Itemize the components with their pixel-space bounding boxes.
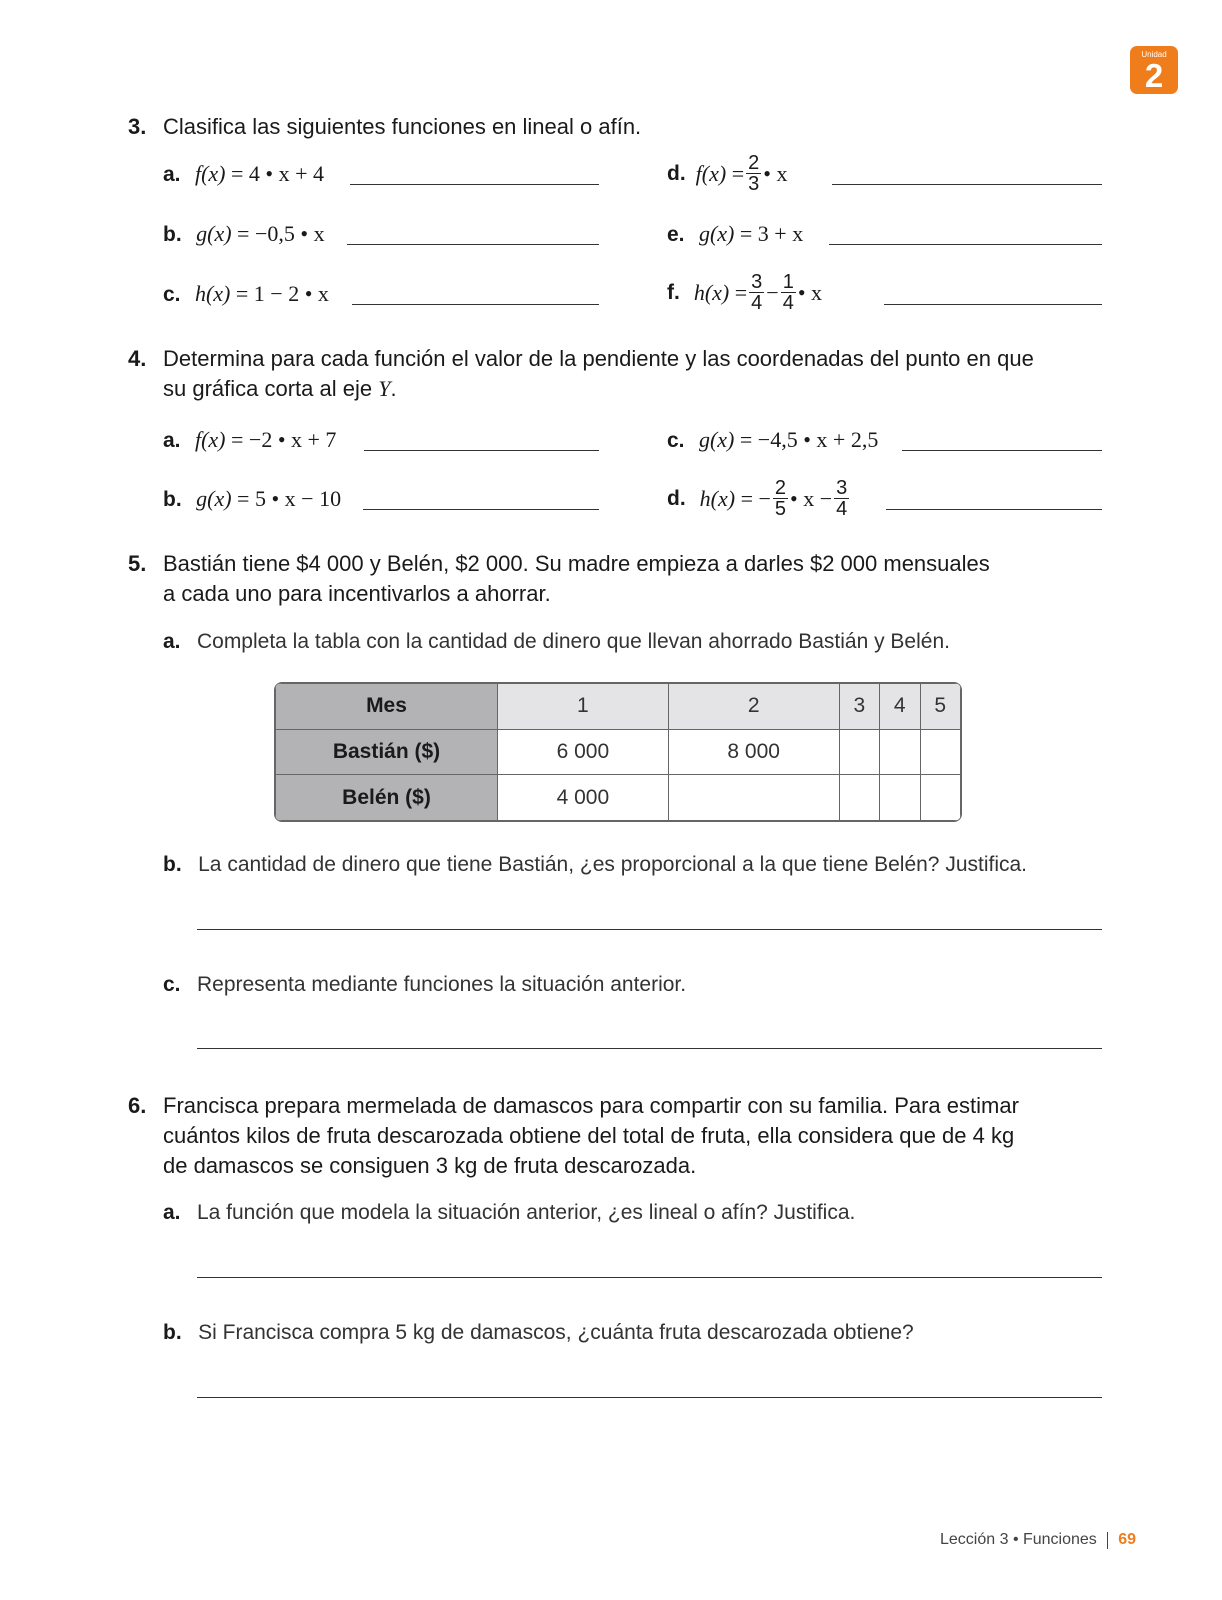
q6-number: 6. xyxy=(128,1093,147,1118)
table-row-label: Bastián ($) xyxy=(276,729,498,775)
unit-number: 2 xyxy=(1144,57,1164,94)
q5-c-text: Representa mediante funciones la situación anterior. xyxy=(196,973,687,996)
page-number: 69 xyxy=(1118,1531,1136,1548)
q3-f-den2: 4 xyxy=(782,292,794,314)
table-row xyxy=(276,729,961,775)
q3-b-lhs: g(x) xyxy=(196,221,232,246)
q3-d-answer-line[interactable] xyxy=(832,184,1102,185)
q6-text xyxy=(163,1091,1019,1181)
table-cell-input[interactable] xyxy=(839,729,879,775)
q3-item-d xyxy=(667,153,787,194)
q3-a-lhs: f(x) xyxy=(194,161,226,186)
q4-c-rhs: = −4,5 • x + 2,5 xyxy=(739,427,879,452)
unit-badge xyxy=(1130,46,1178,94)
q6-b-letter: b. xyxy=(163,1321,182,1344)
q4-text-line2: su gráfica corta al eje xyxy=(163,376,373,401)
q4-item-c xyxy=(667,427,878,453)
q3-c-answer-line[interactable] xyxy=(352,304,599,305)
q5-c xyxy=(163,973,686,997)
q4-a-rhs: = −2 • x + 7 xyxy=(231,427,337,452)
q4-item-d xyxy=(667,478,851,519)
q5-c-letter: c. xyxy=(163,973,181,996)
q3-d-fraction xyxy=(746,153,761,194)
q5-a-text: Completa la tabla con la cantidad de dinero que llevan ahorrado Bastián y Belén. xyxy=(196,630,950,653)
q4-d-num2: 3 xyxy=(836,477,848,499)
q3-number: 3. xyxy=(128,114,147,139)
q6-text-line1: Francisca prepara mermelada de damascos para compartir con su familia. Para estimar xyxy=(163,1093,1019,1118)
q3-d-lhs: f(x) xyxy=(695,160,727,186)
q3-d-eq: = xyxy=(731,160,745,186)
q4-d-den2: 4 xyxy=(836,498,848,520)
q3-f-tail: • x xyxy=(797,279,823,305)
q4-d-fraction-1 xyxy=(773,478,788,519)
table-cell-input[interactable] xyxy=(839,775,879,821)
q4-item-a xyxy=(163,427,336,453)
q3-d-den: 3 xyxy=(748,173,760,195)
q6-b-answer-line[interactable] xyxy=(197,1397,1102,1398)
q3-e-rhs: = 3 + x xyxy=(739,221,804,246)
q3-b-rhs: = −0,5 • x xyxy=(237,221,325,246)
q3-text: Clasifica las siguientes funciones en lineal o afín. xyxy=(163,114,642,139)
q3-item-a xyxy=(163,161,324,187)
q5-b-text: La cantidad de dinero que tiene Bastián, ¿es proporcional a la que tiene Belén? Justifica. xyxy=(198,853,1028,876)
q3-f-eq: = xyxy=(734,279,748,305)
q6-a xyxy=(163,1201,855,1225)
q3-f-num2: 1 xyxy=(782,271,794,293)
q3-f-mid: − xyxy=(766,279,779,305)
q5-a-letter: a. xyxy=(163,630,181,653)
table-cell: 4 000 xyxy=(498,775,669,821)
table-cell-input[interactable] xyxy=(668,775,839,821)
q3-d-tail: • x xyxy=(763,160,788,186)
table-header-row xyxy=(276,684,961,730)
q3-item-b xyxy=(163,221,325,247)
q4-d-den1: 5 xyxy=(774,498,787,520)
q5-b-letter: b. xyxy=(163,853,182,876)
table-cell-input[interactable] xyxy=(880,729,920,775)
q3-f-num1: 3 xyxy=(751,271,763,293)
table-header-cell: 2 xyxy=(668,684,839,730)
q3-b-letter: b. xyxy=(163,223,182,246)
q3-a-rhs: = 4 • x + 4 xyxy=(231,161,325,186)
q4-item-b xyxy=(163,486,341,512)
q4-number: 4. xyxy=(128,346,147,371)
q3-e-letter: e. xyxy=(667,223,685,246)
q3-item-c xyxy=(163,281,329,307)
q3-d-letter: d. xyxy=(667,161,686,185)
table-header-cell: Mes xyxy=(276,684,498,730)
q6-text-line3: de damascos se consiguen 3 kg de fruta descarozada. xyxy=(163,1153,697,1178)
q3-b-answer-line[interactable] xyxy=(347,244,599,245)
q4-d-eq: = − xyxy=(740,485,771,511)
q3-f-letter: f. xyxy=(667,280,680,304)
table-cell-input[interactable] xyxy=(920,775,961,821)
q4-c-lhs: g(x) xyxy=(698,427,735,452)
footer-lesson: Lección 3 • Funciones xyxy=(940,1531,1097,1548)
q4-a-letter: a. xyxy=(163,429,181,452)
q4-text xyxy=(163,344,1034,404)
table-cell: 8 000 xyxy=(668,729,839,775)
table-header-cell: 5 xyxy=(920,684,961,730)
table-header-cell: 3 xyxy=(839,684,879,730)
q3-c-letter: c. xyxy=(163,283,181,306)
q3-f-den1: 4 xyxy=(751,292,763,314)
q5-b xyxy=(163,853,1027,877)
q6-b-text: Si Francisca compra 5 kg de damascos, ¿cuánta fruta descarozada obtiene? xyxy=(198,1321,914,1344)
q4-d-fraction-2 xyxy=(834,478,849,519)
q4-a-answer-line[interactable] xyxy=(364,450,599,451)
q5-b-answer-line[interactable] xyxy=(197,929,1102,930)
q5-text xyxy=(163,549,990,609)
q4-c-letter: c. xyxy=(667,429,685,452)
q4-text-line1: Determina para cada función el valor de la pendiente y las coordenadas del punto en que xyxy=(163,346,1034,371)
q4-b-letter: b. xyxy=(163,488,182,511)
q4-axis: Y xyxy=(378,376,391,401)
q4-a-lhs: f(x) xyxy=(194,427,226,452)
q3-c-lhs: h(x) xyxy=(194,281,231,306)
table-cell-input[interactable] xyxy=(880,775,920,821)
q5-text-line1: Bastián tiene $4 000 y Belén, $2 000. Su madre empieza a darles $2 000 mensuales xyxy=(163,551,990,576)
savings-table xyxy=(274,682,962,822)
q6-a-answer-line[interactable] xyxy=(197,1277,1102,1278)
q3-f-lhs: h(x) xyxy=(693,279,730,305)
q3-item-f xyxy=(667,272,822,313)
table-row xyxy=(276,775,961,821)
q3-d-num: 2 xyxy=(748,152,760,174)
q6-a-letter: a. xyxy=(163,1201,181,1224)
q4-b-rhs: = 5 • x − 10 xyxy=(237,486,342,511)
q3-e-lhs: g(x) xyxy=(698,221,735,246)
table-header-cell: 1 xyxy=(498,684,669,730)
footer-divider xyxy=(1107,1532,1108,1549)
q4-d-num1: 2 xyxy=(774,477,787,499)
table-cell-input[interactable] xyxy=(920,729,961,775)
q4-d-lhs: h(x) xyxy=(699,485,736,511)
q4-d-answer-line[interactable] xyxy=(886,509,1102,510)
table-row-label: Belén ($) xyxy=(276,775,498,821)
q3-e-answer-line[interactable] xyxy=(829,244,1102,245)
q4-period: . xyxy=(390,376,397,401)
table-header-cell: 4 xyxy=(880,684,920,730)
q5-a xyxy=(163,630,950,654)
q4-d-letter: d. xyxy=(667,486,686,510)
q4-d-mid: • x − xyxy=(790,485,833,511)
page-footer xyxy=(940,1531,1136,1549)
q3-a-letter: a. xyxy=(163,163,181,186)
q3-f-answer-line[interactable] xyxy=(884,304,1102,305)
q3-f-fraction-2 xyxy=(781,272,796,313)
q3-item-e xyxy=(667,221,803,247)
q3-a-answer-line[interactable] xyxy=(350,184,599,185)
q5-number: 5. xyxy=(128,551,147,576)
q3-c-rhs: = 1 − 2 • x xyxy=(235,281,329,306)
q4-b-lhs: g(x) xyxy=(196,486,232,511)
q5-text-line2: a cada uno para incentivarlos a ahorrar. xyxy=(163,581,551,606)
q4-c-answer-line[interactable] xyxy=(902,450,1102,451)
q5-c-answer-line[interactable] xyxy=(197,1048,1102,1049)
table-cell: 6 000 xyxy=(498,729,669,775)
q3-f-fraction-1 xyxy=(749,272,764,313)
q4-b-answer-line[interactable] xyxy=(363,509,599,510)
q6-text-line2: cuántos kilos de fruta descarozada obtiene del total de fruta, ella considera que de 4 kg xyxy=(163,1123,1015,1148)
q6-a-text: La función que modela la situación anterior, ¿es lineal o afín? Justifica. xyxy=(196,1201,856,1224)
q6-b xyxy=(163,1321,914,1345)
unit-label: Unidad xyxy=(1141,50,1167,59)
